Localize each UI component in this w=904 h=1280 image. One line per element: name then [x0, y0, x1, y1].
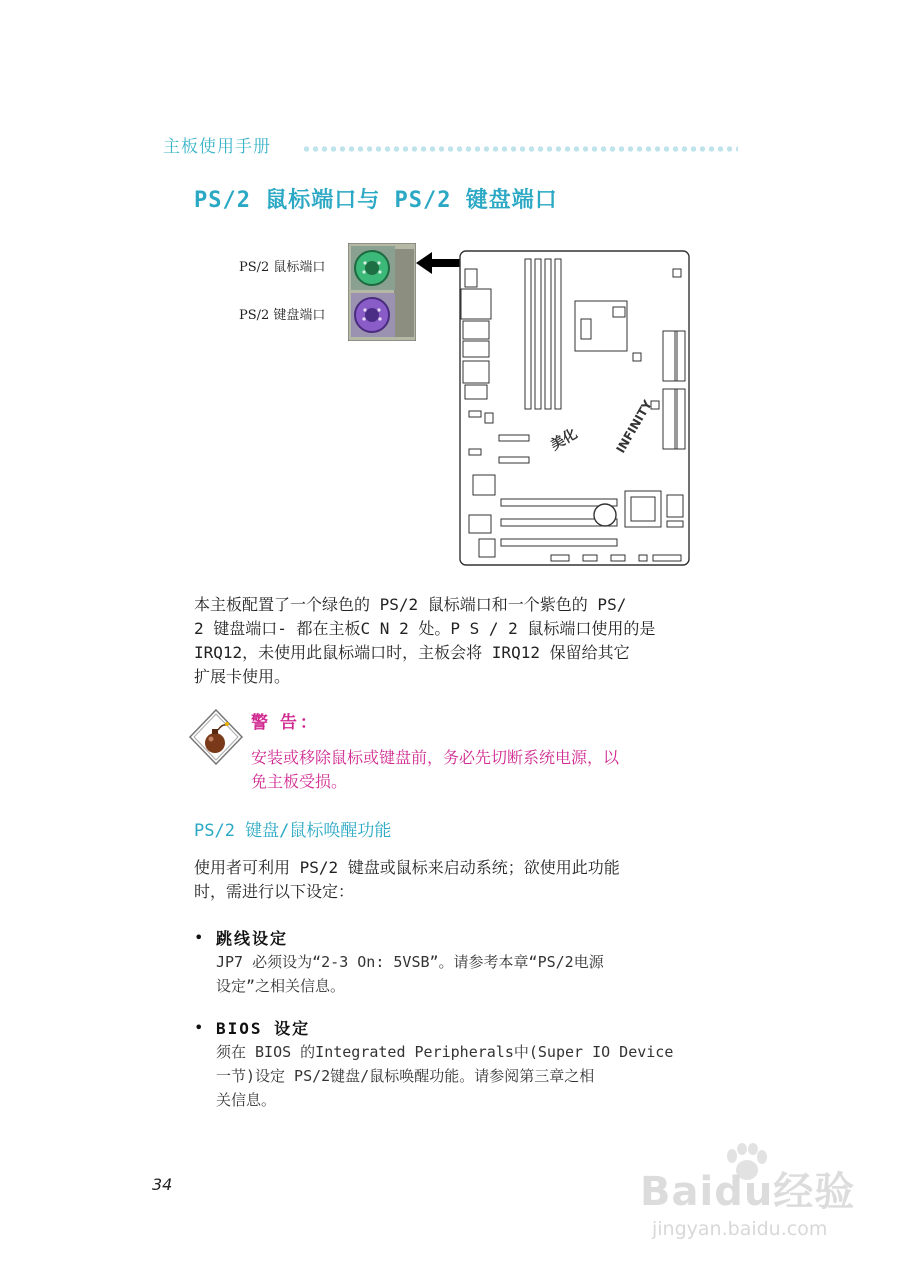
jumper-setting-title: 跳线设定 — [216, 929, 289, 948]
bullet-marker: • — [194, 928, 204, 947]
bullet-marker: • — [194, 1018, 204, 1037]
jumper-setting-text — [216, 950, 741, 998]
pointer-arrow-icon — [416, 252, 460, 274]
wake-intro-line: 使用者可利用 PS/2 键盘或鼠标来启动系统；欲使用此功能 — [194, 858, 620, 877]
bios-setting-line: 一节)设定 PS/2键盘/鼠标唤醒功能。请参阅第三章之相 — [216, 1067, 595, 1085]
mouse-port-label: PS/2 鼠标端口 — [239, 260, 326, 275]
board-brand-logo: INFINITY — [613, 397, 655, 456]
wake-intro-line: 时，需进行以下设定： — [194, 882, 355, 901]
motherboard-diagram — [455, 249, 693, 568]
warning-title: 警 告： — [251, 713, 320, 733]
header-section-title: 主板使用手册 — [163, 137, 271, 157]
ps2-connector-image — [348, 243, 416, 341]
warning-bomb-icon — [188, 708, 244, 766]
bios-setting-text — [216, 1040, 741, 1112]
intro-line: 本主板配置了一个绿色的 PS/2 鼠标端口和一个紫色的 PS/ — [194, 595, 627, 614]
watermark-logo: Baidu经验 — [640, 1169, 856, 1215]
board-cn-logo: 美化 — [548, 425, 581, 454]
intro-line: 扩展卡使用。 — [194, 667, 291, 686]
intro-paragraph — [194, 593, 739, 689]
bios-setting-title: BIOS 设定 — [216, 1019, 311, 1038]
wake-heading: PS/2 键盘/鼠标唤醒功能 — [194, 821, 392, 841]
page-title: PS/2 鼠标端口与 PS/2 键盘端口 — [194, 188, 558, 213]
page-number: 34 — [152, 1175, 173, 1194]
warning-text — [251, 746, 741, 794]
keyboard-port-label: PS/2 键盘端口 — [239, 308, 326, 323]
intro-line: 2 键盘端口- 都在主板C N 2 处。P S / 2 鼠标端口使用的是 — [194, 619, 656, 638]
jumper-setting-line: JP7 必须设为“2-3 On: 5VSB”。请参考本章“PS/2电源 — [216, 953, 604, 971]
wake-intro — [194, 856, 739, 904]
warning-line: 安装或移除鼠标或键盘前，务必先切断系统电源，以 — [251, 748, 620, 767]
watermark-url: jingyan.baidu.com — [652, 1218, 828, 1240]
header-dotted-rule — [302, 145, 738, 153]
intro-line: IRQ12，未使用此鼠标端口时，主板会将 IRQ12 保留给其它 — [194, 643, 630, 662]
warning-line: 免主板受损。 — [251, 772, 348, 791]
bios-setting-line: 须在 BIOS 的Integrated Peripherals中(Super IO Device — [216, 1043, 674, 1061]
bios-setting-line: 关信息。 — [216, 1091, 277, 1109]
jumper-setting-line: 设定”之相关信息。 — [216, 977, 346, 995]
